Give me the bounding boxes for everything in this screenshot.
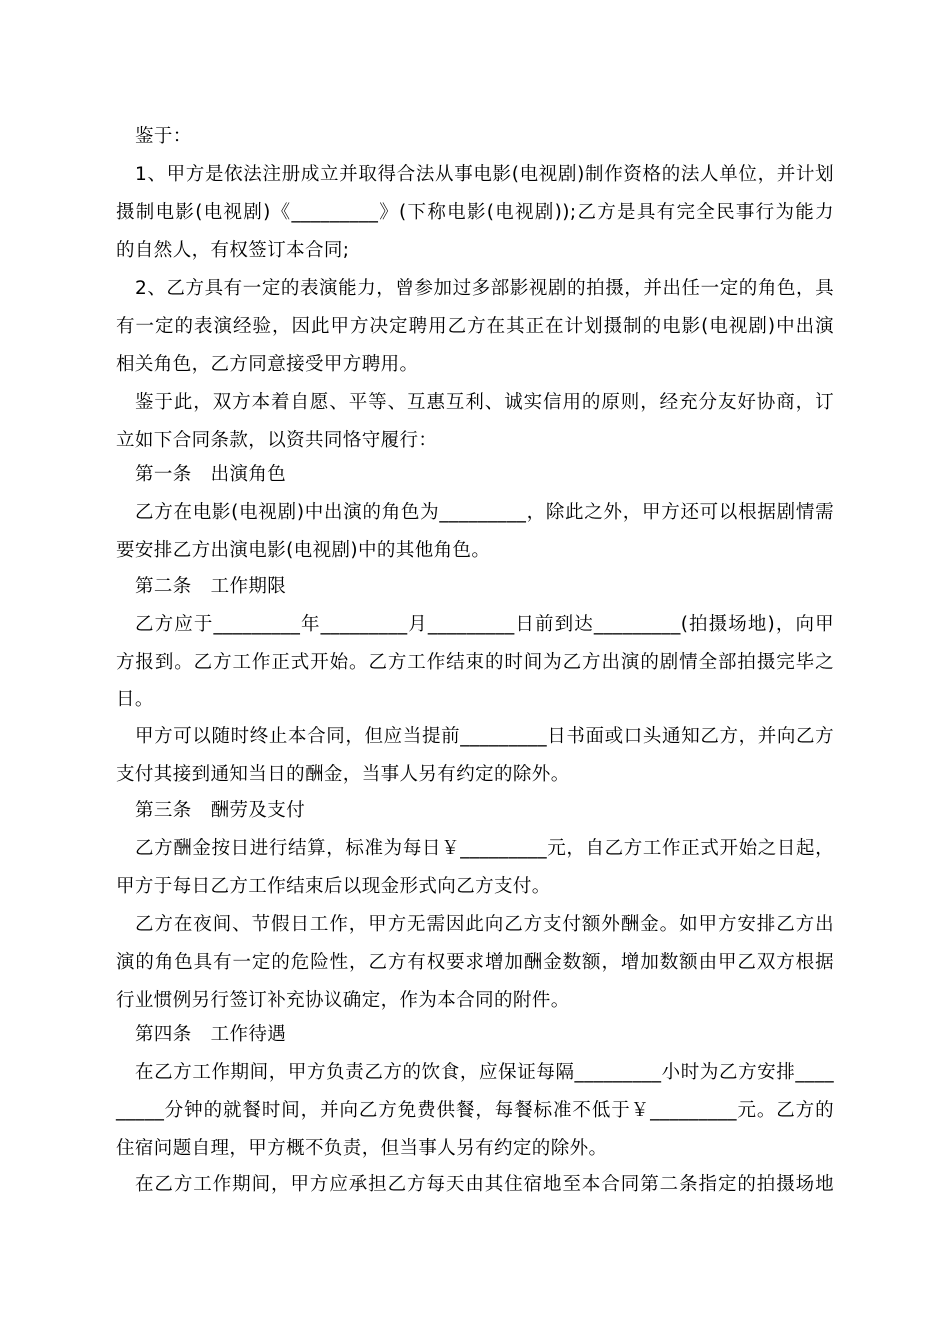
text-line: 鉴于： bbox=[135, 126, 192, 147]
text-line: 住宿问题自理，甲方概不负责，但当事人另有约定的除外。 bbox=[116, 1138, 608, 1159]
text-line: 日。 bbox=[116, 689, 154, 710]
text-line: 立如下合同条款，以资共同恪守履行： bbox=[116, 430, 438, 451]
text-line: 乙方酬金按日进行结算，标准为每日￥_________元，自乙方工作正式开始之日起， bbox=[135, 838, 834, 859]
text-line: 支付其接到通知当日的酬金，当事人另有约定的除外。 bbox=[116, 764, 570, 785]
text-line: 甲方于每日乙方工作结束后以现金形式向乙方支付。 bbox=[116, 876, 551, 897]
text-line: 在乙方工作期间，甲方应承担乙方每天由其住宿地至本合同第二条指定的拍摄场地 bbox=[135, 1174, 834, 1195]
section-heading: 第四条 工作待遇 bbox=[135, 1024, 287, 1045]
text-line: 乙方在夜间、节假日工作，甲方无需因此向乙方支付额外酬金。如甲方安排乙方出 bbox=[135, 914, 834, 935]
section-heading: 第二条 工作期限 bbox=[135, 576, 287, 597]
text-line: 演的角色具有一定的危险性，乙方有权要求增加酬金数额，增加数额由甲乙双方根据 bbox=[116, 952, 834, 973]
text-line: 有一定的表演经验，因此甲方决定聘用乙方在其正在计划摄制的电影(电视剧)中出演 bbox=[116, 316, 834, 337]
text-line: 在乙方工作期间，甲方负责乙方的饮食，应保证每隔_________小时为乙方安排____ bbox=[135, 1062, 834, 1083]
text-line: 1、甲方是依法注册成立并取得合法从事电影(电视剧)制作资格的法人单位，并计划 bbox=[135, 164, 834, 185]
text-line: 要安排乙方出演电影(电视剧)中的其他角色。 bbox=[116, 540, 491, 561]
text-line: 乙方应于_________年_________月_________日前到达_________(拍摄场地)，向甲 bbox=[135, 614, 834, 635]
text-line: 摄制电影(电视剧)《_________》(下称电影(电视剧));乙方是具有完全民事行为能力 bbox=[116, 202, 834, 223]
text-line: 甲方可以随时终止本合同，但应当提前_________日书面或口头通知乙方，并向乙方 bbox=[135, 726, 834, 747]
text-line: 方报到。乙方工作正式开始。乙方工作结束的时间为乙方出演的剧情全部拍摄完毕之 bbox=[116, 652, 834, 673]
text-line: _____分钟的就餐时间，并向乙方免费供餐，每餐标准不低于￥_________元。乙方的 bbox=[116, 1100, 834, 1121]
text-line: 鉴于此，双方本着自愿、平等、互惠互利、诚实信用的原则，经充分友好协商，订 bbox=[135, 392, 834, 413]
text-line: 2、乙方具有一定的表演能力，曾参加过多部影视剧的拍摄，并出任一定的角色，具 bbox=[135, 278, 834, 299]
section-heading: 第三条 酬劳及支付 bbox=[135, 800, 306, 821]
section-heading: 第一条 出演角色 bbox=[135, 464, 287, 485]
text-line: 相关角色，乙方同意接受甲方聘用。 bbox=[116, 354, 419, 375]
text-line: 乙方在电影(电视剧)中出演的角色为_________，除此之外，甲方还可以根据剧情需 bbox=[135, 502, 834, 523]
text-line: 行业惯例另行签订补充协议确定，作为本合同的附件。 bbox=[116, 990, 570, 1011]
text-line: 的自然人，有权签订本合同; bbox=[116, 240, 350, 261]
